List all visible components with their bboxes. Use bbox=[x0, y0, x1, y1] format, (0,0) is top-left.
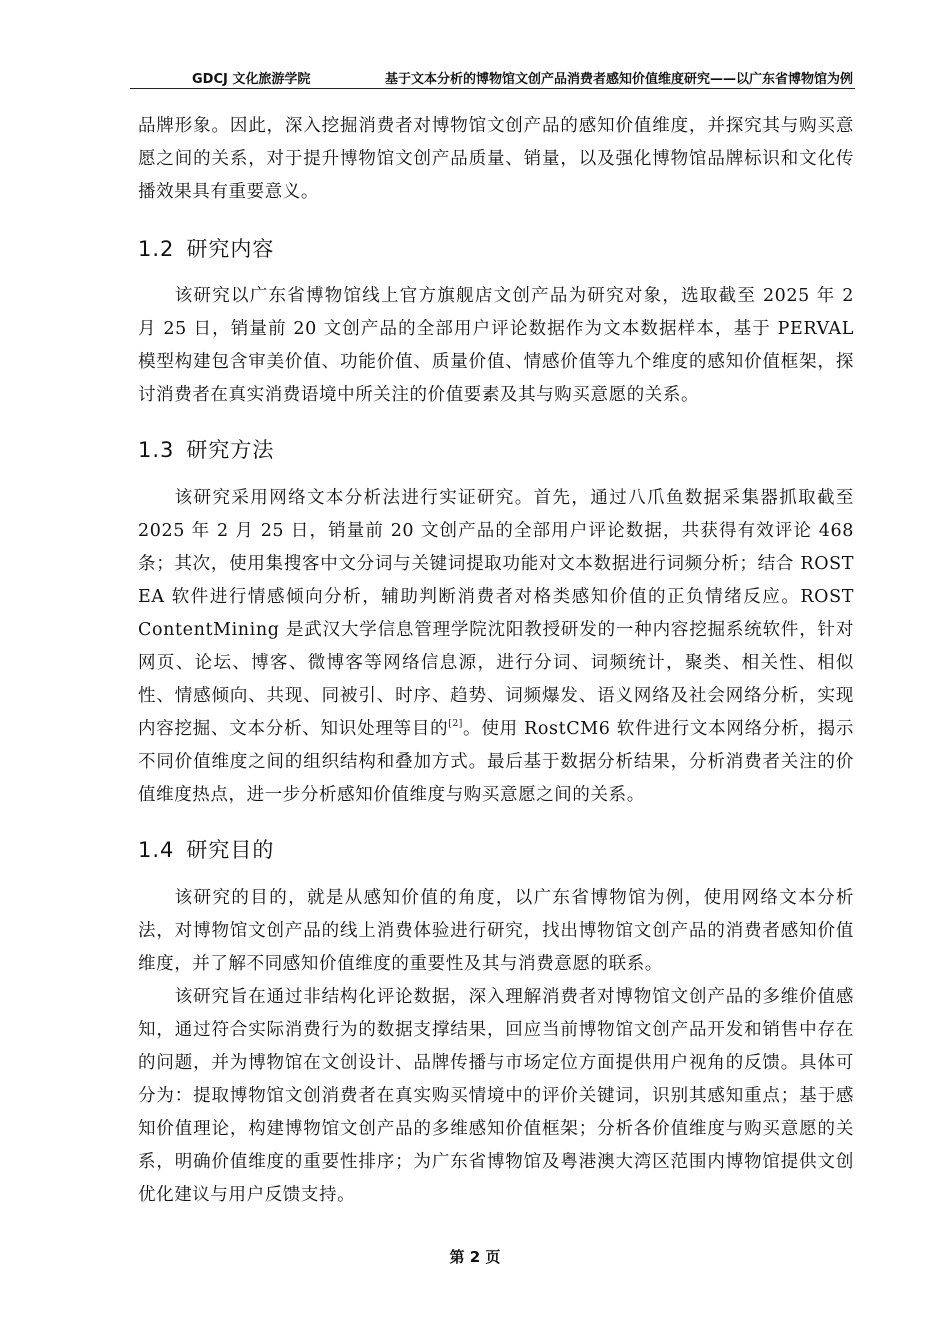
research-method-paragraph bbox=[138, 482, 854, 812]
method-text-after-ref: 。使用 RostCM6 软件进行文本网络分析，揭示不同价值维度之间的组织结构和叠加方式。最后基于数据分析结果，分析消费者关注的价值维度热点，进一步分析感知价值维度与购买意愿之间的关系。 bbox=[138, 719, 854, 805]
section-heading-1-4 bbox=[138, 834, 854, 864]
section-title: 研究目的 bbox=[186, 838, 275, 862]
page-number: 第 2 页 bbox=[449, 1248, 501, 1266]
section-title: 研究方法 bbox=[186, 438, 275, 462]
section-number: 1.4 bbox=[138, 838, 175, 862]
section-title: 研究内容 bbox=[186, 237, 275, 261]
intro-paragraph: 品牌形象。因此，深入挖掘消费者对博物馆文创产品的感知价值维度，并探究其与购买意愿之间的关系，对于提升博物馆文创产品质量、销量，以及强化博物馆品牌标识和文化传播效果具有重要意义。 bbox=[138, 116, 854, 202]
research-content-paragraph: 该研究以广东省博物馆线上官方旗舰店文创产品为研究对象，选取截至 2025 年 2 月 25 日，销量前 20 文创产品的全部用户评论数据作为文本数据样本，基于 PERVAL 模型构建包含审美价值、功能价值、质量价值、情感价值等九个维度的感知价值框架，探讨消费者在真实消费语境中所关注的价值要素及其与购买意愿的关系。 bbox=[138, 286, 854, 405]
research-purpose-paragraph-1: 该研究的目的，就是从感知价值的角度，以广东省博物馆为例，使用网络文本分析法，对博物馆文创产品的线上消费体验进行研究，找出博物馆文创产品的消费者感知价值维度，并了解不同感知价值维度的重要性及其与消费意愿的联系。 bbox=[138, 888, 854, 974]
header-school: GDCJ 文化旅游学院 bbox=[192, 72, 311, 87]
section-heading-1-3 bbox=[138, 434, 854, 464]
section-number: 1.3 bbox=[138, 438, 175, 462]
research-purpose-paragraph-2: 该研究旨在通过非结构化评论数据，深入理解消费者对博物馆文创产品的多维价值感知，通过符合实际消费行为的数据支撑结果，回应当前博物馆文创产品开发和销售中存在的问题，并为博物馆在文创设计、品牌传播与市场定位方面提供用户视角的反馈。具体可分为：提取博物馆文创消费者在真实购买情境中的评价关键词，识别其感知重点；基于感知价值理论，构建博物馆文创产品的多维感知价值框架；分析各价值维度与购买意愿的关系，明确价值维度的重要性排序；为广东省博物馆及粤港澳大湾区范围内博物馆提供文创优化建议与用户反馈支持。 bbox=[138, 987, 854, 1205]
page-content bbox=[138, 110, 854, 1212]
header-title: 基于文本分析的博物馆文创产品消费者感知价值维度研究——以广东省博物馆为例 bbox=[384, 72, 853, 87]
method-text-before-ref: 该研究采用网络文本分析法进行实证研究。首先，通过八爪鱼数据采集器抓取截至 2025 年 2 月 25 日，销量前 20 文创产品的全部用户评论数据，共获得有效评论 468 条；其次，使用集搜客中文分词与关键词提取功能对文本数据进行词频分析；结合 ROST EA 软件进行情感倾向分析，辅助判断消费者对格类感知价值的正负情绪反应。ROST ContentMining 是武汉大学信息管理学院沈阳教授研发的一种内容挖掘系统软件，针对网页、论坛、博客、微博客等网络信息源，进行分词、词频统计，聚类、相关性、相似性、情感倾向、共现、同被引、时序、趋势、词频爆发、语义网络及社会网络分析，实现内容挖掘、文本分析、知识处理等目的 bbox=[138, 488, 854, 739]
citation-ref: [2] bbox=[448, 719, 463, 729]
section-number: 1.2 bbox=[138, 237, 175, 261]
page-header bbox=[130, 66, 855, 89]
section-heading-1-2 bbox=[138, 233, 854, 263]
